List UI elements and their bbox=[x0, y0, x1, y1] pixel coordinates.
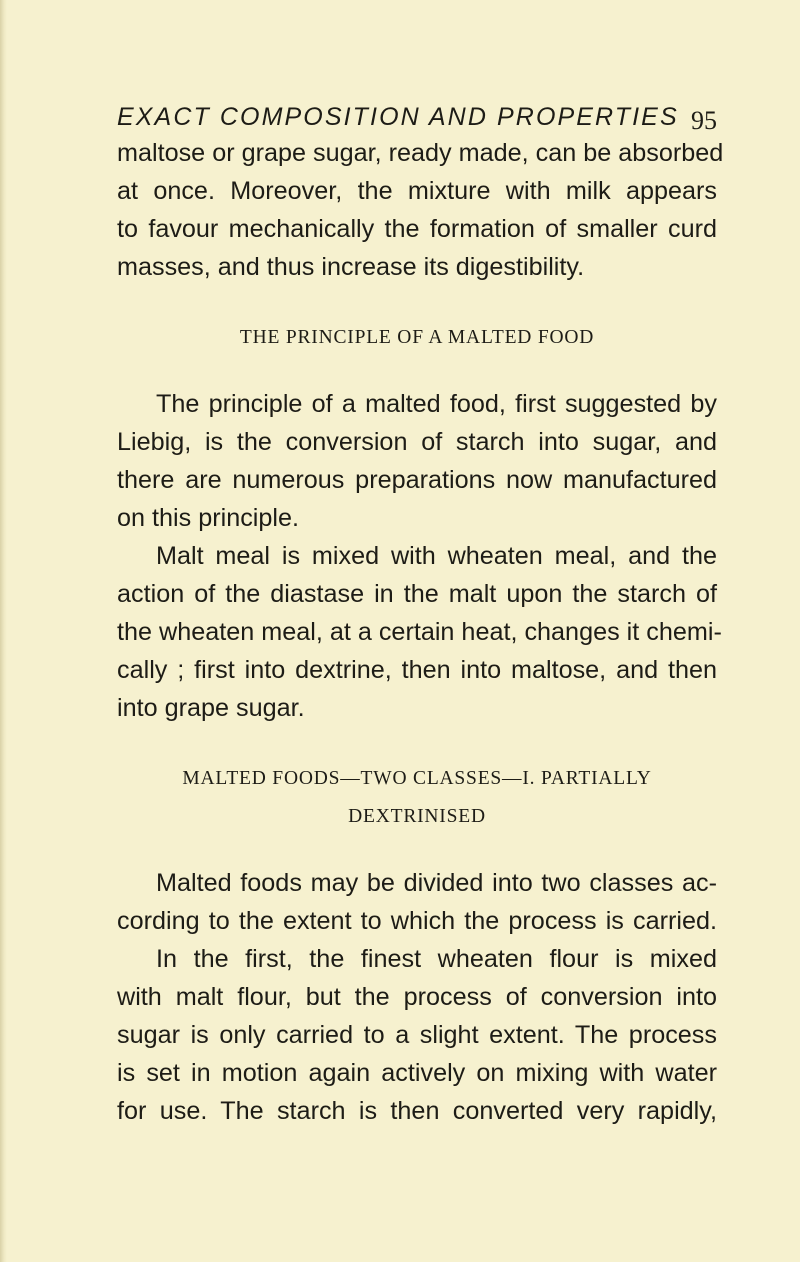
text-line: Malted foods may be divided into two classes ac- bbox=[156, 869, 717, 897]
section-heading-malted-foods bbox=[117, 760, 717, 836]
paragraph-2 bbox=[117, 385, 717, 537]
heading-line: DEXTRINISED bbox=[348, 806, 486, 827]
text-line: cording to the extent to which the process is carried. bbox=[117, 907, 717, 935]
text-line: action of the diastase in the malt upon the starch of bbox=[117, 580, 717, 608]
text-line: the wheaten meal, at a certain heat, changes it chemi- bbox=[117, 618, 722, 646]
text-line: sugar is only carried to a slight extent. The process bbox=[117, 1021, 717, 1049]
text-line: at once. Moreover, the mixture with milk appears bbox=[117, 177, 717, 205]
body-text bbox=[117, 134, 724, 1130]
text-line: on this principle. bbox=[117, 504, 300, 532]
text-line: there are numerous preparations now manufactured bbox=[117, 466, 717, 494]
text-line: is set in motion again actively on mixing with water bbox=[117, 1059, 717, 1087]
text-line: Malt meal is mixed with wheaten meal, and the bbox=[156, 542, 717, 570]
text-line: In the first, the finest wheaten flour is mixed bbox=[156, 945, 717, 973]
text-line: to favour mechanically the formation of smaller curd bbox=[117, 215, 717, 243]
text-line: with malt flour, but the process of conversion into bbox=[117, 983, 717, 1011]
paragraph-3 bbox=[117, 537, 722, 727]
text-line: for use. The starch is then converted very rapidly, bbox=[117, 1097, 717, 1125]
text-line: Liebig, is the conversion of starch into sugar, and bbox=[117, 428, 717, 456]
paragraph-4 bbox=[117, 864, 717, 1130]
text-line: maltose or grape sugar, ready made, can be absorbed bbox=[117, 139, 724, 167]
heading-line: MALTED FOODS—TWO CLASSES—I. PARTIALLY bbox=[182, 768, 652, 789]
text-line: masses, and thus increase its digestibility. bbox=[117, 253, 585, 281]
page-number: 95 bbox=[691, 106, 717, 135]
text-line: cally ; first into dextrine, then into maltose, and then bbox=[117, 656, 717, 684]
paragraph-1 bbox=[117, 134, 724, 286]
text-line: The principle of a malted food, first suggested by bbox=[156, 390, 717, 418]
page-edge bbox=[0, 0, 7, 1262]
text-line: into grape sugar. bbox=[117, 694, 305, 722]
section-heading-principle: THE PRINCIPLE OF A MALTED FOOD bbox=[239, 327, 595, 348]
running-title: EXACT COMPOSITION AND PROPERTIES bbox=[117, 103, 679, 131]
